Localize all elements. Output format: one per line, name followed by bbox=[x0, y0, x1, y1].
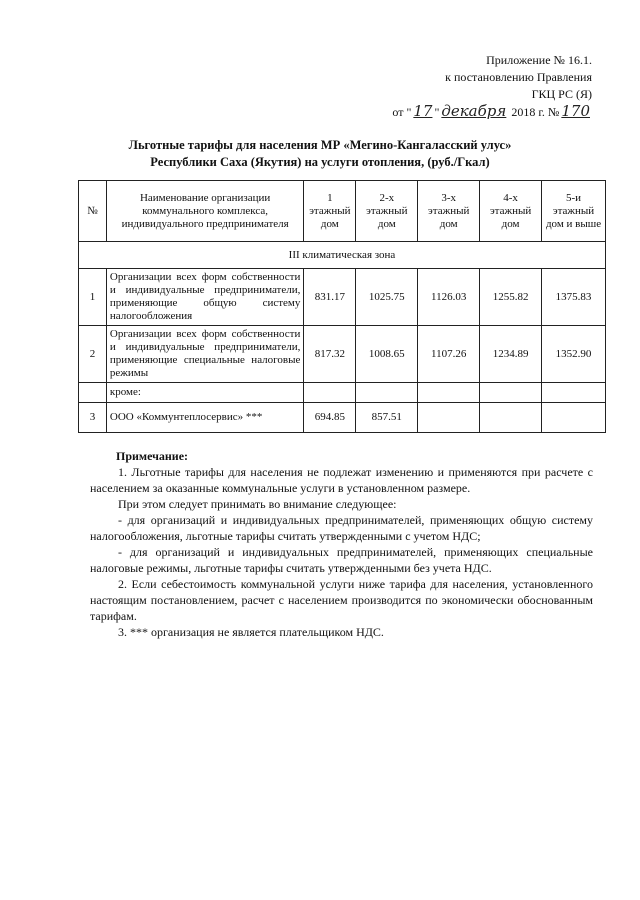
empty-cell bbox=[418, 383, 480, 403]
date-quote: " bbox=[434, 105, 440, 119]
tariff-2floor: 1025.75 bbox=[356, 269, 418, 326]
handwritten-number: 170 bbox=[561, 102, 590, 120]
title-line-2: Республики Саха (Якутия) на услуги отопления, (руб./Гкал) bbox=[150, 155, 490, 169]
note-1-intro: При этом следует принимать во внимание следующее: bbox=[118, 497, 397, 511]
org-name: Организации всех форм собственности и индивидуальные предприниматели, применяющие общую систему налогообложения bbox=[106, 269, 303, 326]
tariff-1floor: 694.85 bbox=[304, 403, 356, 433]
org-name: Организации всех форм собственности и индивидуальные предприниматели, применяющие специальные налоговые режимы bbox=[106, 326, 303, 383]
empty-cell bbox=[542, 383, 606, 403]
empty-cell bbox=[480, 383, 542, 403]
col-header-num: № bbox=[79, 181, 107, 242]
tariff-3floor: 1126.03 bbox=[418, 269, 480, 326]
tariff-3floor: 1107.26 bbox=[418, 326, 480, 383]
tariff-4floor bbox=[480, 403, 542, 433]
col-header-2floor: 2-х этажный дом bbox=[356, 181, 418, 242]
note-1: 1. Льготные тарифы для населения не подлежат изменению и применяются при расчете с населением за оказанные коммунальные услуги в установленном размере. bbox=[90, 465, 593, 495]
date-prefix: от " bbox=[392, 105, 412, 119]
note-1-special-tax: - для организаций и индивидуальных предпринимателей, применяющих специальные налоговые режимы, льготные тарифы считать утвержденными без учета НДС. bbox=[90, 545, 593, 575]
appendix-header bbox=[392, 52, 592, 121]
title-line-1: Льготные тарифы для населения МР «Мегино-Кангаласский улус» bbox=[128, 138, 512, 152]
tariff-5floor: 1375.83 bbox=[542, 269, 606, 326]
tariff-3floor bbox=[418, 403, 480, 433]
row-number: 1 bbox=[79, 269, 107, 326]
notes-heading: Примечание: bbox=[116, 449, 189, 463]
tariff-4floor: 1255.82 bbox=[480, 269, 542, 326]
tariff-4floor: 1234.89 bbox=[480, 326, 542, 383]
table-row-except bbox=[79, 383, 606, 403]
document-title bbox=[0, 137, 640, 171]
table-row bbox=[79, 403, 606, 433]
except-label: кроме: bbox=[106, 383, 303, 403]
appendix-number: Приложение № 16.1. bbox=[486, 53, 592, 67]
note-2: 2. Если себестоимость коммунальной услуги ниже тарифа для населения, установленного настоящим постановлением, расчет с населением производится по экономически обоснованным тарифам. bbox=[90, 577, 593, 623]
table-row bbox=[79, 326, 606, 383]
row-number: 3 bbox=[79, 403, 107, 433]
date-year: 2018 г. № bbox=[508, 105, 560, 119]
row-number: 2 bbox=[79, 326, 107, 383]
tariff-1floor: 831.17 bbox=[304, 269, 356, 326]
note-1-general-tax: - для организаций и индивидуальных предпринимателей, применяющих общую систему налогообложения, льготные тарифы считать утвержденными с учетом НДС; bbox=[90, 513, 593, 543]
tariff-2floor: 1008.65 bbox=[356, 326, 418, 383]
org-name: ООО «Коммунтеплосервис» *** bbox=[106, 403, 303, 433]
table-header-row bbox=[79, 181, 606, 242]
note-3: 3. *** организация не является плательщиком НДС. bbox=[118, 625, 384, 639]
empty-cell bbox=[304, 383, 356, 403]
handwritten-day: 17 bbox=[413, 102, 433, 120]
table-row bbox=[79, 269, 606, 326]
tariff-table bbox=[78, 180, 606, 433]
appendix-authority: ГКЦ РС (Я) bbox=[531, 87, 592, 101]
climate-zone: III климатическая зона bbox=[79, 242, 606, 269]
tariff-2floor: 857.51 bbox=[356, 403, 418, 433]
col-header-5floor: 5-и этажный дом и выше bbox=[542, 181, 606, 242]
handwritten-month: декабря bbox=[441, 102, 507, 120]
empty-cell bbox=[356, 383, 418, 403]
col-header-1floor: 1 этажный дом bbox=[304, 181, 356, 242]
col-header-3floor: 3-х этажный дом bbox=[418, 181, 480, 242]
row-number-empty bbox=[79, 383, 107, 403]
col-header-org: Наименование организации коммунального комплекса, индивидуального предпринимателя bbox=[106, 181, 303, 242]
zone-row bbox=[79, 242, 606, 269]
tariff-1floor: 817.32 bbox=[304, 326, 356, 383]
appendix-resolution: к постановлению Правления bbox=[445, 70, 592, 84]
notes-section bbox=[90, 448, 593, 640]
appendix-date-line bbox=[392, 103, 592, 121]
col-header-4floor: 4-х этажный дом bbox=[480, 181, 542, 242]
tariff-5floor: 1352.90 bbox=[542, 326, 606, 383]
tariff-5floor bbox=[542, 403, 606, 433]
